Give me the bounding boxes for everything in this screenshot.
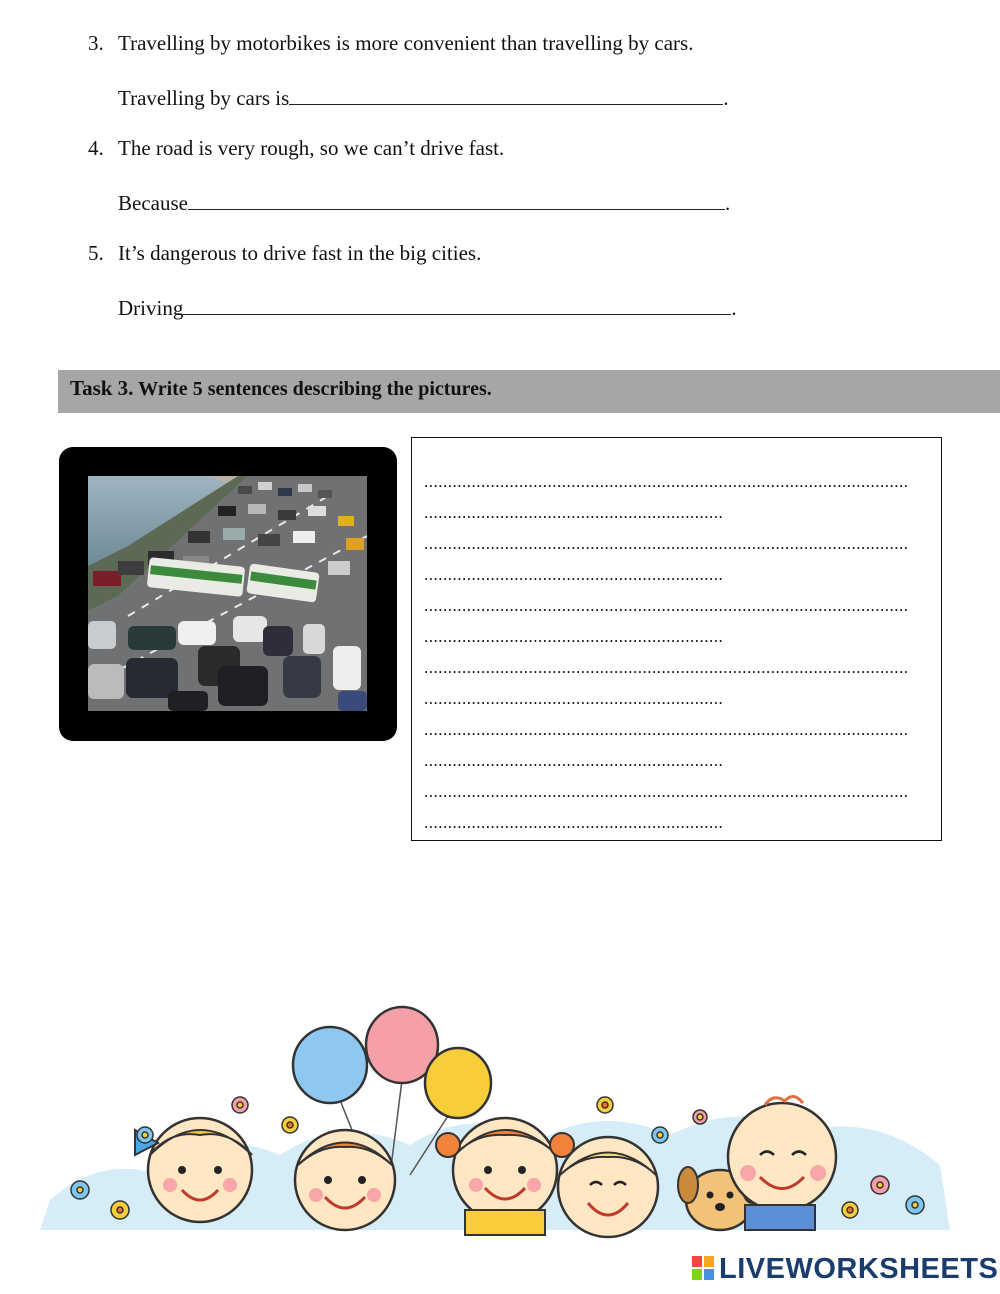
question-3-stem: Travelling by cars is: [118, 86, 290, 110]
traffic-jam-photo: [88, 476, 367, 711]
task-3-label: Task 3.: [70, 376, 134, 400]
answer-writing-box[interactable]: [411, 437, 942, 841]
task-3-header: [58, 370, 1000, 413]
liveworksheets-logo-icon: [692, 1256, 716, 1282]
liveworksheets-logo-text: LIVEWORKSHEETS: [719, 1252, 999, 1285]
question-5-number: 5.: [88, 241, 104, 265]
answer-line-2b[interactable]: ...............................................................: [424, 565, 724, 584]
traffic-picture-frame: [59, 447, 397, 741]
answer-line-4b[interactable]: ...............................................................: [424, 689, 724, 708]
kids-balloons-illustration: [40, 1005, 960, 1240]
question-3-end: .: [723, 86, 729, 110]
answer-line-2a[interactable]: ......................................................................................................: [424, 534, 909, 553]
question-3-rewrite: [118, 84, 729, 111]
answer-line-3b[interactable]: ...............................................................: [424, 627, 724, 646]
answer-line-3a[interactable]: ......................................................................................................: [424, 596, 909, 615]
answer-line-5a[interactable]: ......................................................................................................: [424, 720, 909, 739]
question-4-prompt: The road is very rough, so we can’t drive fast.: [118, 136, 505, 160]
answer-line-6a[interactable]: ......................................................................................................: [424, 782, 909, 801]
answer-line-1b[interactable]: ...............................................................: [424, 503, 724, 522]
question-4-number: 4.: [88, 136, 104, 160]
question-5-end: .: [731, 296, 737, 320]
answer-line-6b[interactable]: ...............................................................: [424, 813, 724, 832]
answer-line-5b[interactable]: ...............................................................: [424, 751, 724, 770]
task-3-instruction: Write 5 sentences describing the pictures.: [138, 378, 492, 400]
answer-line-1a[interactable]: ......................................................................................................: [424, 472, 909, 491]
question-3-prompt: Travelling by motorbikes is more convenient than travelling by cars.: [118, 31, 694, 55]
liveworksheets-logo: [692, 1254, 998, 1284]
question-3-number: 3.: [88, 31, 104, 55]
question-5-answer-blank[interactable]: [183, 294, 731, 315]
answer-line-4a[interactable]: ......................................................................................................: [424, 658, 909, 677]
question-4-end: .: [724, 191, 731, 215]
question-4-stem: Because: [118, 191, 188, 215]
question-4-answer-blank[interactable]: [188, 189, 725, 210]
question-3-answer-blank[interactable]: [289, 84, 723, 105]
question-5-rewrite: [118, 294, 737, 321]
question-5-stem: Driving: [118, 296, 184, 320]
question-4-rewrite: [118, 189, 730, 216]
question-5-prompt: It’s dangerous to drive fast in the big cities.: [118, 241, 482, 265]
task-3-title: [70, 376, 492, 401]
